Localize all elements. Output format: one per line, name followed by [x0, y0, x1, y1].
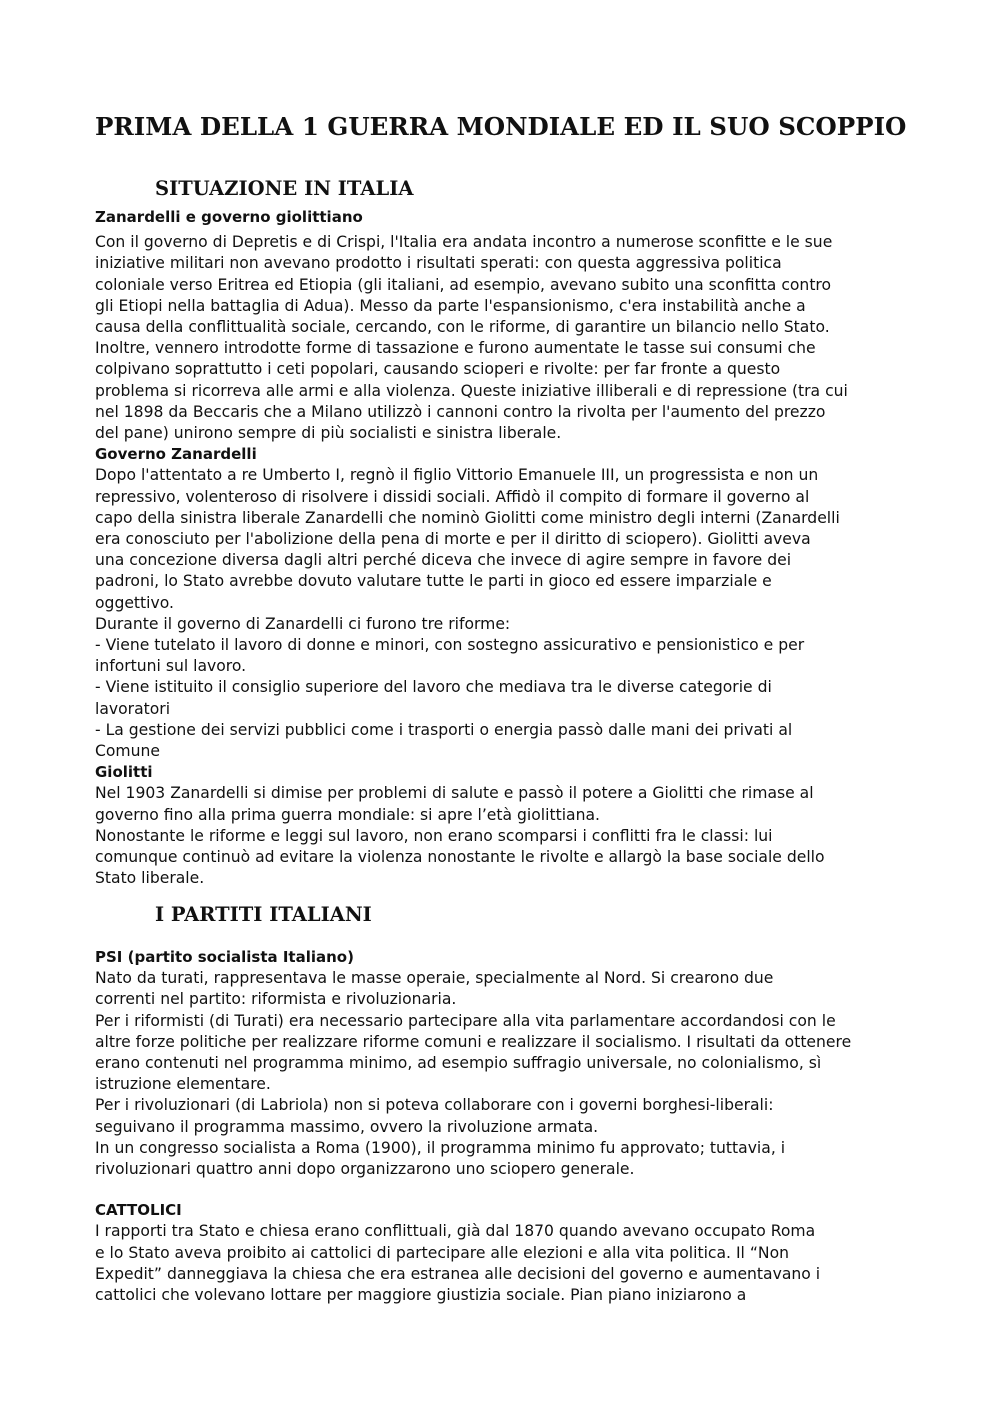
paragraph-line: oggettivo.	[95, 593, 174, 612]
paragraph-line: iniziative militari non avevano prodotto i risultati sperati: con questa aggressiva politica	[95, 254, 782, 273]
paragraph-line: erano contenuti nel programma minimo, ad esempio suffragio universale, no colonialismo, sì	[95, 1054, 822, 1073]
section-heading-partiti: I PARTITI ITALIANI	[155, 903, 372, 926]
paragraph-line: Durante il governo di Zanardelli ci furono tre riforme:	[95, 614, 511, 633]
paragraph-line: problema si ricorreva alle armi e alla violenza. Queste iniziative illiberali e di repressione (tra cui	[95, 381, 848, 400]
paragraph-line: Con il governo di Depretis e di Crispi, l'Italia era andata incontro a numerose sconfitte e le sue	[95, 233, 833, 252]
paragraph-line: Dopo l'attentato a re Umberto I, regnò il figlio Vittorio Emanuele III, un progressista e non un	[95, 466, 819, 485]
paragraph-line: correnti nel partito: riformista e rivoluzionaria.	[95, 990, 457, 1009]
paragraph-line: comunque continuò ad evitare la violenza nonostante le rivolte e allargò la base sociale dello	[95, 848, 825, 867]
paragraph-line: altre forze politiche per realizzare riforme comuni e realizzare il socialismo. I risultati da ottenere	[95, 1032, 852, 1051]
paragraph-line: istruzione elementare.	[95, 1075, 271, 1094]
paragraph-line: colpivano soprattutto i ceti popolari, causando scioperi e rivolte: per far fronte a questo	[95, 360, 781, 379]
paragraph-line: causa della conflittualità sociale, cercando, con le riforme, di garantire un bilancio nello Stato.	[95, 318, 830, 337]
paragraph-line: Stato liberale.	[95, 869, 205, 888]
paragraph-line: - Viene tutelato il lavoro di donne e minori, con sostegno assicurativo e pensionistico e per	[95, 636, 805, 655]
subheading-cattolici: CATTOLICI	[95, 1201, 182, 1220]
paragraph-line: - La gestione dei servizi pubblici come i trasporti o energia passò dalle mani dei privati al	[95, 720, 793, 739]
paragraph-line: Per i rivoluzionari (di Labriola) non si poteva collaborare con i governi borghesi-liberali:	[95, 1096, 774, 1115]
paragraph-line: Inoltre, vennero introdotte forme di tassazione e furono aumentate le tasse sui consumi che	[95, 339, 816, 358]
paragraph-line: Nonostante le riforme e leggi sul lavoro, non erano scomparsi i conflitti fra le classi: lui	[95, 826, 773, 845]
paragraph-line: nel 1898 da Beccaris che a Milano utilizzò i cannoni contro la rivolta per l'aumento del prezzo	[95, 402, 826, 421]
paragraph-line: del pane) unirono sempre di più socialisti e sinistra liberale.	[95, 424, 562, 443]
paragraph-line: - Viene istituito il consiglio superiore del lavoro che mediava tra le diverse categorie di	[95, 678, 772, 697]
paragraph-line: Nato da turati, rappresentava le masse operaie, specialmente al Nord. Si crearono due	[95, 969, 774, 988]
paragraph-line: coloniale verso Eritrea ed Etiopia (gli italiani, ad esempio, avevano subito una sconfitta contro	[95, 275, 832, 294]
paragraph-line: capo della sinistra liberale Zanardelli che nominò Giolitti come ministro degli interni (Zanardelli	[95, 508, 840, 527]
paragraph-line: una concezione diversa dagli altri perché diceva che invece di agire sempre in favore dei	[95, 551, 792, 570]
paragraph-line: era conosciuto per l'abolizione della pena di morte e per il diritto di sciopero). Giolitti aveva	[95, 530, 811, 549]
paragraph-line: cattolici che volevano lottare per maggiore giustizia sociale. Pian piano iniziarono a	[95, 1286, 747, 1305]
section-heading-situazione: SITUAZIONE IN ITALIA	[155, 177, 414, 200]
subheading-governo-zanardelli: Governo Zanardelli	[95, 445, 257, 464]
paragraph-line: Per i riformisti (di Turati) era necessario partecipare alla vita parlamentare accordandosi con le	[95, 1011, 836, 1030]
paragraph-line: infortuni sul lavoro.	[95, 657, 247, 676]
paragraph-line: repressivo, volenteroso di risolvere i dissidi sociali. Affidò il compito di formare il governo al	[95, 487, 810, 506]
section-partiti-body	[95, 947, 910, 1306]
paragraph-line: rivoluzionari quattro anni dopo organizzarono uno sciopero generale.	[95, 1160, 635, 1179]
subheading-psi: PSI (partito socialista Italiano)	[95, 948, 354, 966]
paragraph-line: seguivano il programma massimo, ovvero la rivoluzione armata.	[95, 1117, 599, 1136]
page-title: PRIMA DELLA 1 GUERRA MONDIALE ED IL SUO SCOPPIO	[95, 112, 907, 141]
paragraph-line: Nel 1903 Zanardelli si dimise per problemi di salute e passò il potere a Giolitti che rimase al	[95, 784, 814, 803]
paragraph-line: I rapporti tra Stato e chiesa erano conflittuali, già dal 1870 quando avevano occupato Roma	[95, 1222, 816, 1241]
paragraph-line: e lo Stato aveva proibito ai cattolici di partecipare alle elezioni e alla vita politica. Il “Non	[95, 1243, 790, 1262]
paragraph-line: Expedit” danneggiava la chiesa che era estranea alle decisioni del governo e aumentavano i	[95, 1264, 821, 1283]
section-situazione-body	[95, 207, 910, 890]
paragraph-line: Comune	[95, 742, 160, 761]
subheading-zanardelli-giolittiano: Zanardelli e governo giolittiano	[95, 208, 363, 226]
subheading-giolitti: Giolitti	[95, 763, 153, 782]
paragraph-line: gli Etiopi nella battaglia di Adua). Messo da parte l'espansionismo, c'era instabilità anche a	[95, 296, 806, 315]
paragraph-line: governo fino alla prima guerra mondiale: si apre l’età giolittiana.	[95, 805, 600, 824]
paragraph-line: In un congresso socialista a Roma (1900), il programma minimo fu approvato; tuttavia, i	[95, 1138, 786, 1157]
paragraph-line: padroni, lo Stato avrebbe dovuto valutare tutte le parti in gioco ed essere imparziale e	[95, 572, 772, 591]
paragraph-line: lavoratori	[95, 699, 171, 718]
